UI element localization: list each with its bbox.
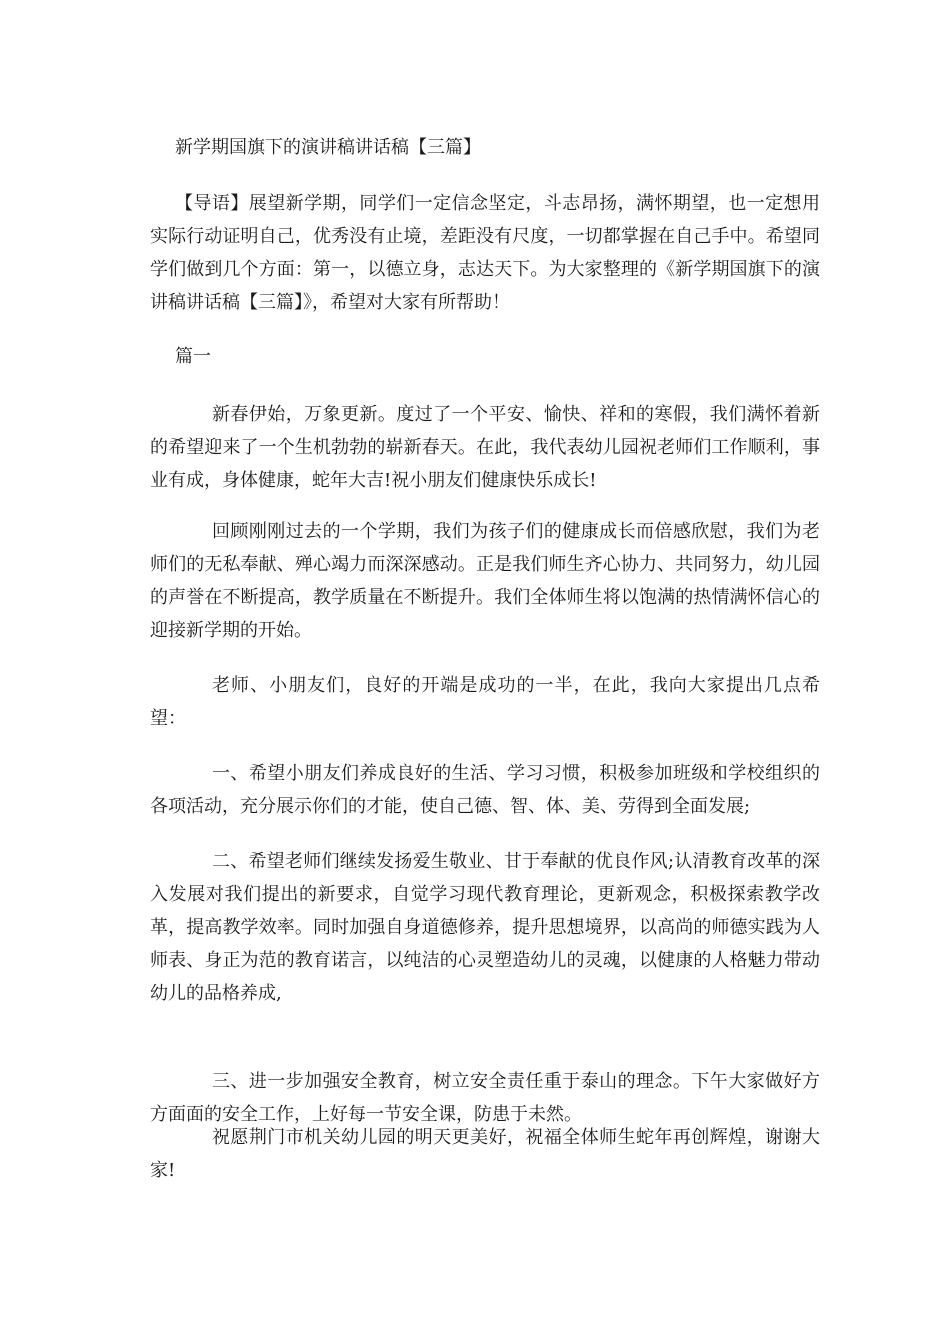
paragraph-4: 一、希望小朋友们养成良好的生活、学习习惯，积极参加班级和学校组织的各项活动，充分展示你们的才能，使自己德、智、体、美、劳得到全面发展; [150, 763, 820, 817]
paragraph-1: 新春伊始，万象更新。度过了一个平安、愉快、祥和的寒假，我们满怀着新的希望迎来了一个生机勃勃的崭新春天。在此，我代表幼儿园祝老师们工作顺利，事业有成，身体健康，蛇年大吉!祝小朋友们健康快乐成长! [150, 404, 820, 491]
paragraph-5: 二、希望老师们继续发扬爱生敬业、甘于奉献的优良作风;认清教育改革的深入发展对我们提出的新要求，自觉学习现代教育理论，更新观念，积极探索教学改革，提高教学效率。同时加强自身道德修养，提升思想境界，以高尚的师德实践为人师表、身正为范的教育诺言，以纯洁的心灵塑造幼儿的灵魂，以健康的人格魅力带动幼儿的品格养成, [150, 851, 820, 1004]
intro-paragraph: 【导语】展望新学期，同学们一定信念坚定，斗志昂扬，满怀期望，也一定想用实际行动证明自己，优秀没有止境，差距没有尺度，一切都掌握在自己手中。希望同学们做到几个方面：第一，以德立身，志达天下。为大家整理的《新学期国旗下的演讲稿讲话稿【三篇】》，希望对大家有所帮助！ [150, 193, 820, 313]
paragraph-3: 老师、小朋友们，良好的开端是成功的一半，在此，我向大家提出几点希望： [150, 675, 820, 729]
paragraph-6: 三、进一步加强安全教育，树立安全责任重于泰山的理念。下午大家做好方方面面的安全工作，上好每一节安全课，防患于未然。 [150, 1071, 820, 1125]
paragraph-7: 祝愿荆门市机关幼儿园的明天更美好，祝福全体师生蛇年再创辉煌，谢谢大家! [150, 1127, 820, 1181]
paragraph-2: 回顾刚刚过去的一个学期，我们为孩子们的健康成长而倍感欣慰，我们为老师们的无私奉献、殚心竭力而深深感动。正是我们师生齐心协力、共同努力，幼儿园的声誉在不断提高，教学质量在不断提升。我们全体师生将以饱满的热情满怀信心的迎接新学期的开始。 [150, 521, 820, 641]
document-title: 新学期国旗下的演讲稿讲话稿【三篇】 [175, 137, 481, 158]
section-heading: 篇一 [175, 346, 211, 367]
